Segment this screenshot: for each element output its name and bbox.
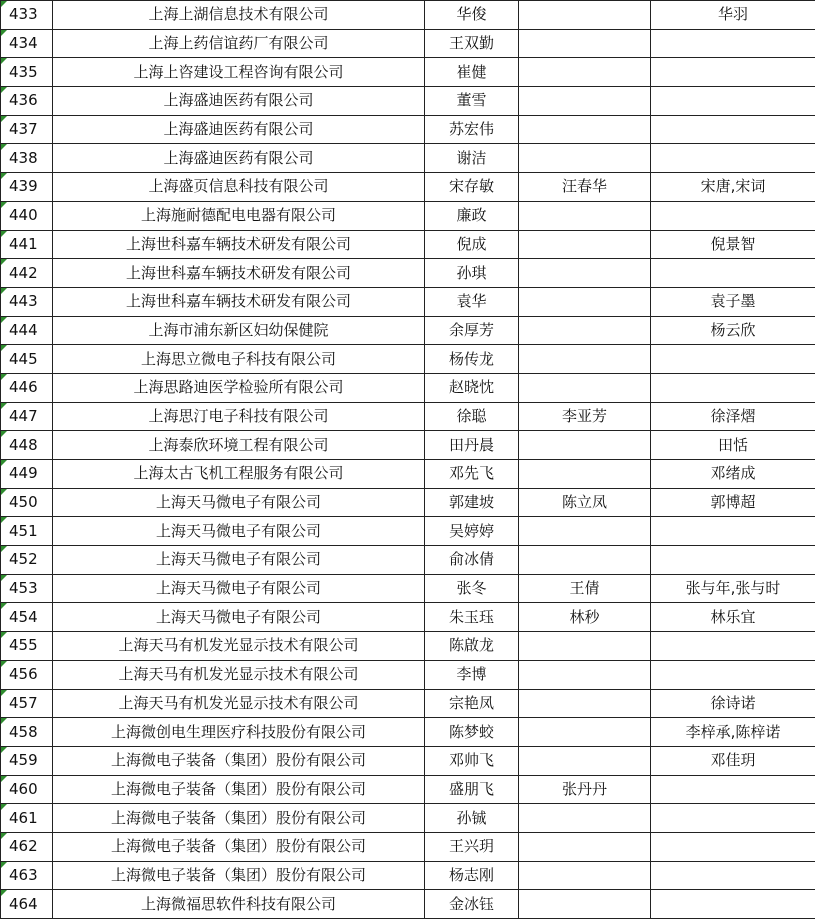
table-row	[1, 316, 815, 345]
company-cell: 上海天马有机发光显示技术有限公司	[53, 632, 425, 661]
child-cell	[651, 259, 815, 288]
spouse-cell	[519, 890, 651, 919]
row-number-cell: 446	[1, 373, 53, 402]
row-number-cell: 439	[1, 173, 53, 202]
name-cell: 王双勤	[425, 29, 519, 58]
row-number-cell: 438	[1, 144, 53, 173]
name-cell: 张冬	[425, 574, 519, 603]
spouse-cell	[519, 259, 651, 288]
spouse-cell	[519, 87, 651, 116]
child-cell	[651, 804, 815, 833]
row-number-cell: 443	[1, 287, 53, 316]
spouse-cell	[519, 144, 651, 173]
table-row	[1, 373, 815, 402]
name-cell: 郭建坡	[425, 488, 519, 517]
child-cell: 李梓承,陈梓诺	[651, 718, 815, 747]
company-cell: 上海天马微电子有限公司	[53, 488, 425, 517]
row-number-cell: 462	[1, 832, 53, 861]
table-row	[1, 804, 815, 833]
company-cell: 上海盛页信息科技有限公司	[53, 173, 425, 202]
row-number-cell: 444	[1, 316, 53, 345]
name-cell: 朱玉珏	[425, 603, 519, 632]
spouse-cell	[519, 517, 651, 546]
row-number-cell: 442	[1, 259, 53, 288]
table-row	[1, 431, 815, 460]
name-cell: 孙琪	[425, 259, 519, 288]
child-cell: 邓佳玥	[651, 746, 815, 775]
table-row	[1, 144, 815, 173]
name-cell: 王兴玥	[425, 832, 519, 861]
company-cell: 上海上咨建设工程咨询有限公司	[53, 58, 425, 87]
spouse-cell	[519, 660, 651, 689]
spouse-cell: 汪春华	[519, 173, 651, 202]
company-cell: 上海上药信谊药厂有限公司	[53, 29, 425, 58]
company-cell: 上海市浦东新区妇幼保健院	[53, 316, 425, 345]
row-number-cell: 461	[1, 804, 53, 833]
name-cell: 吴婷婷	[425, 517, 519, 546]
name-cell: 宋存敏	[425, 173, 519, 202]
company-cell: 上海世科嘉车辆技术研发有限公司	[53, 259, 425, 288]
table-body	[1, 1, 815, 919]
table-row	[1, 718, 815, 747]
row-number-cell: 445	[1, 345, 53, 374]
table-row	[1, 201, 815, 230]
table-row	[1, 460, 815, 489]
name-cell: 邓帅飞	[425, 746, 519, 775]
row-number-cell: 456	[1, 660, 53, 689]
spouse-cell	[519, 316, 651, 345]
child-cell: 田恬	[651, 431, 815, 460]
spouse-cell	[519, 689, 651, 718]
company-cell: 上海上湖信息技术有限公司	[53, 1, 425, 30]
child-cell	[651, 517, 815, 546]
company-cell: 上海天马微电子有限公司	[53, 546, 425, 575]
spouse-cell: 林秒	[519, 603, 651, 632]
row-number-cell: 459	[1, 746, 53, 775]
table-row	[1, 660, 815, 689]
spouse-cell	[519, 861, 651, 890]
row-number-cell: 463	[1, 861, 53, 890]
child-cell: 倪景智	[651, 230, 815, 259]
company-cell: 上海施耐德配电电器有限公司	[53, 201, 425, 230]
child-cell	[651, 29, 815, 58]
child-cell	[651, 345, 815, 374]
company-cell: 上海太古飞机工程服务有限公司	[53, 460, 425, 489]
row-number-cell: 434	[1, 29, 53, 58]
child-cell	[651, 87, 815, 116]
name-cell: 盛朋飞	[425, 775, 519, 804]
spouse-cell	[519, 746, 651, 775]
row-number-cell: 453	[1, 574, 53, 603]
name-cell: 田丹晨	[425, 431, 519, 460]
table-row	[1, 115, 815, 144]
table-row	[1, 861, 815, 890]
company-cell: 上海微福思软件科技有限公司	[53, 890, 425, 919]
spouse-cell	[519, 29, 651, 58]
child-cell: 宋唐,宋词	[651, 173, 815, 202]
row-number-cell: 448	[1, 431, 53, 460]
table-row	[1, 259, 815, 288]
name-cell: 董雪	[425, 87, 519, 116]
row-number-cell: 441	[1, 230, 53, 259]
child-cell: 邓绪成	[651, 460, 815, 489]
child-cell: 杨云欣	[651, 316, 815, 345]
child-cell	[651, 201, 815, 230]
spouse-cell: 陈立凤	[519, 488, 651, 517]
row-number-cell: 449	[1, 460, 53, 489]
spouse-cell	[519, 546, 651, 575]
name-cell: 李博	[425, 660, 519, 689]
child-cell	[651, 890, 815, 919]
spouse-cell: 王倩	[519, 574, 651, 603]
child-cell	[651, 58, 815, 87]
table-row	[1, 746, 815, 775]
company-cell: 上海世科嘉车辆技术研发有限公司	[53, 230, 425, 259]
table-row	[1, 402, 815, 431]
spouse-cell	[519, 115, 651, 144]
name-cell: 袁华	[425, 287, 519, 316]
child-cell: 袁子墨	[651, 287, 815, 316]
name-cell: 陈啟龙	[425, 632, 519, 661]
row-number-cell: 460	[1, 775, 53, 804]
table-row	[1, 517, 815, 546]
child-cell	[651, 832, 815, 861]
table-row	[1, 603, 815, 632]
table-row	[1, 574, 815, 603]
name-cell: 余厚芳	[425, 316, 519, 345]
table-row	[1, 58, 815, 87]
company-cell: 上海天马有机发光显示技术有限公司	[53, 660, 425, 689]
table-row	[1, 1, 815, 30]
spouse-cell	[519, 718, 651, 747]
spouse-cell	[519, 804, 651, 833]
table-row	[1, 287, 815, 316]
table-row	[1, 488, 815, 517]
company-cell: 上海微创电生理医疗科技股份有限公司	[53, 718, 425, 747]
company-cell: 上海世科嘉车辆技术研发有限公司	[53, 287, 425, 316]
company-cell: 上海天马微电子有限公司	[53, 603, 425, 632]
row-number-cell: 451	[1, 517, 53, 546]
company-cell: 上海微电子装备（集团）股份有限公司	[53, 832, 425, 861]
company-cell: 上海泰欣环境工程有限公司	[53, 431, 425, 460]
table-row	[1, 29, 815, 58]
name-cell: 倪成	[425, 230, 519, 259]
child-cell: 徐泽熠	[651, 402, 815, 431]
name-cell: 俞冰倩	[425, 546, 519, 575]
spouse-cell	[519, 345, 651, 374]
name-cell: 崔健	[425, 58, 519, 87]
name-cell: 徐聪	[425, 402, 519, 431]
spouse-cell	[519, 832, 651, 861]
name-cell: 宗艳凤	[425, 689, 519, 718]
table-row	[1, 173, 815, 202]
table-row	[1, 345, 815, 374]
company-cell: 上海盛迪医药有限公司	[53, 115, 425, 144]
company-cell: 上海微电子装备（集团）股份有限公司	[53, 775, 425, 804]
child-cell	[651, 632, 815, 661]
spouse-cell: 张丹丹	[519, 775, 651, 804]
row-number-cell: 435	[1, 58, 53, 87]
spouse-cell	[519, 460, 651, 489]
row-number-cell: 455	[1, 632, 53, 661]
spouse-cell	[519, 431, 651, 460]
spouse-cell	[519, 287, 651, 316]
row-number-cell: 447	[1, 402, 53, 431]
company-cell: 上海思汀电子科技有限公司	[53, 402, 425, 431]
row-number-cell: 433	[1, 1, 53, 30]
table-row	[1, 87, 815, 116]
company-cell: 上海天马微电子有限公司	[53, 517, 425, 546]
child-cell	[651, 115, 815, 144]
spouse-cell	[519, 373, 651, 402]
child-cell	[651, 144, 815, 173]
name-cell: 赵晓忱	[425, 373, 519, 402]
company-cell: 上海天马微电子有限公司	[53, 574, 425, 603]
child-cell: 林乐宜	[651, 603, 815, 632]
company-cell: 上海思路迪医学检验所有限公司	[53, 373, 425, 402]
name-cell: 廉政	[425, 201, 519, 230]
company-cell: 上海微电子装备（集团）股份有限公司	[53, 861, 425, 890]
company-cell: 上海盛迪医药有限公司	[53, 87, 425, 116]
child-cell: 徐诗诺	[651, 689, 815, 718]
row-number-cell: 437	[1, 115, 53, 144]
child-cell	[651, 861, 815, 890]
spouse-cell	[519, 230, 651, 259]
row-number-cell: 454	[1, 603, 53, 632]
row-number-cell: 436	[1, 87, 53, 116]
company-cell: 上海盛迪医药有限公司	[53, 144, 425, 173]
table-row	[1, 832, 815, 861]
child-cell	[651, 660, 815, 689]
name-cell: 金冰钰	[425, 890, 519, 919]
name-cell: 杨传龙	[425, 345, 519, 374]
child-cell: 郭博超	[651, 488, 815, 517]
table-row	[1, 632, 815, 661]
row-number-cell: 457	[1, 689, 53, 718]
row-number-cell: 452	[1, 546, 53, 575]
table-row	[1, 890, 815, 919]
spouse-cell	[519, 201, 651, 230]
company-cell: 上海天马有机发光显示技术有限公司	[53, 689, 425, 718]
child-cell: 华羽	[651, 1, 815, 30]
table-row	[1, 775, 815, 804]
row-number-cell: 458	[1, 718, 53, 747]
child-cell	[651, 373, 815, 402]
row-number-cell: 450	[1, 488, 53, 517]
child-cell	[651, 775, 815, 804]
name-cell: 苏宏伟	[425, 115, 519, 144]
row-number-cell: 464	[1, 890, 53, 919]
company-cell: 上海微电子装备（集团）股份有限公司	[53, 746, 425, 775]
row-number-cell: 440	[1, 201, 53, 230]
company-cell: 上海微电子装备（集团）股份有限公司	[53, 804, 425, 833]
name-cell: 孙铖	[425, 804, 519, 833]
name-cell: 谢洁	[425, 144, 519, 173]
name-cell: 邓先飞	[425, 460, 519, 489]
spouse-cell	[519, 1, 651, 30]
child-cell	[651, 546, 815, 575]
spouse-cell	[519, 632, 651, 661]
child-cell: 张与年,张与时	[651, 574, 815, 603]
company-cell: 上海思立微电子科技有限公司	[53, 345, 425, 374]
name-cell: 陈梦蛟	[425, 718, 519, 747]
spouse-cell	[519, 58, 651, 87]
table-row	[1, 689, 815, 718]
name-cell: 杨志刚	[425, 861, 519, 890]
table-row	[1, 546, 815, 575]
spouse-cell: 李亚芳	[519, 402, 651, 431]
table-row	[1, 230, 815, 259]
name-cell: 华俊	[425, 1, 519, 30]
